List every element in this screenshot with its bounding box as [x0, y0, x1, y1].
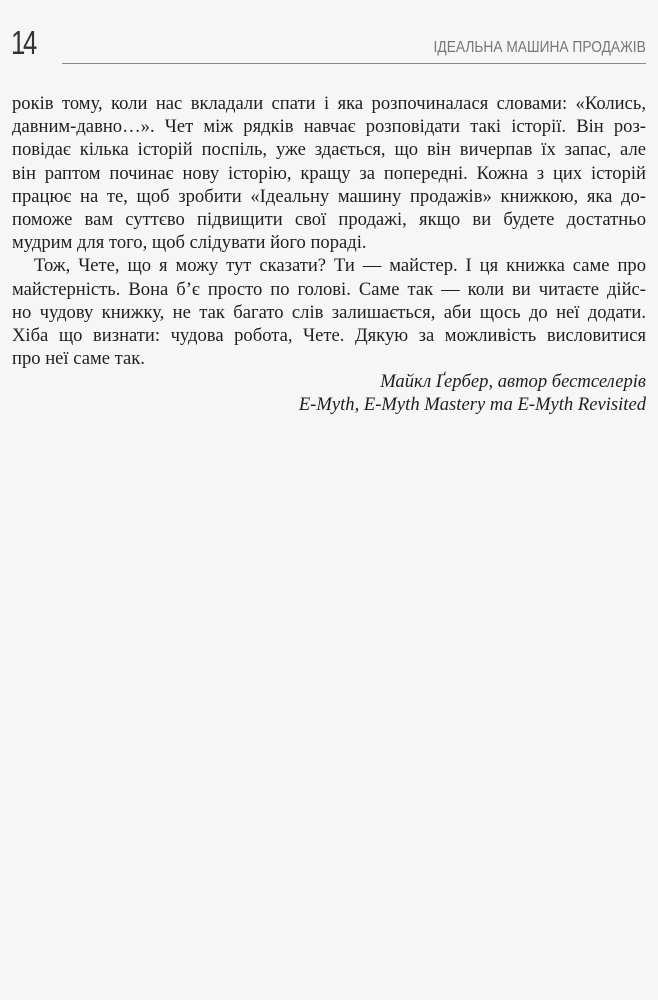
text-line: но чудову книжку, не так багато слів залишається, аби щось до неї додати.: [12, 301, 646, 323]
text-line: Тож, Чете, що я можу тут сказати? Ти — майстер. І ця книжка саме про: [34, 255, 646, 277]
text-line: Хіба що визнати: чудова робота, Чете. Дякую за можливість висловитися: [12, 324, 646, 346]
paragraph-1: [12, 92, 646, 254]
text-line: давним-давно…». Чет між рядків навчає розповідати такі історії. Він роз-: [12, 116, 646, 138]
signature: [12, 370, 646, 416]
text-line: про неї саме так.: [12, 348, 145, 370]
text-line: працює на те, щоб зробити «Ідеальну машину продажів» книжкою, яка до-: [12, 185, 646, 207]
text-line: він раптом починає нову історію, кращу за попередні. Кожна з цих історій: [12, 162, 646, 184]
paragraph-2: [12, 254, 646, 370]
body-text: [12, 92, 646, 417]
text-line: поможе вам суттєво підвищити свої продажі, якщо ви будете достатньо: [12, 208, 646, 230]
page-number: 14: [11, 24, 35, 61]
text-line: років тому, коли нас вкладали спати і яка розпочиналася словами: «Колись,: [12, 93, 646, 114]
text-line: майстерність. Вона б’є просто по голові. Саме так — коли ви читаєте дійс-: [12, 278, 646, 300]
signature-books: E-Myth, E-Myth Mastery та E-Myth Revisited: [298, 394, 646, 416]
signature-author: Майкл Ґербер, автор бестселерів: [380, 371, 646, 393]
header-rule: [62, 63, 646, 64]
running-title: ІДЕАЛЬНА МАШИНА ПРОДАЖІВ: [433, 39, 646, 56]
text-line: повідає кілька історій поспіль, уже здається, що він вичерпав їх запас, але: [12, 139, 646, 161]
text-line: мудрим для того, щоб слідувати його пораді.: [12, 232, 367, 254]
